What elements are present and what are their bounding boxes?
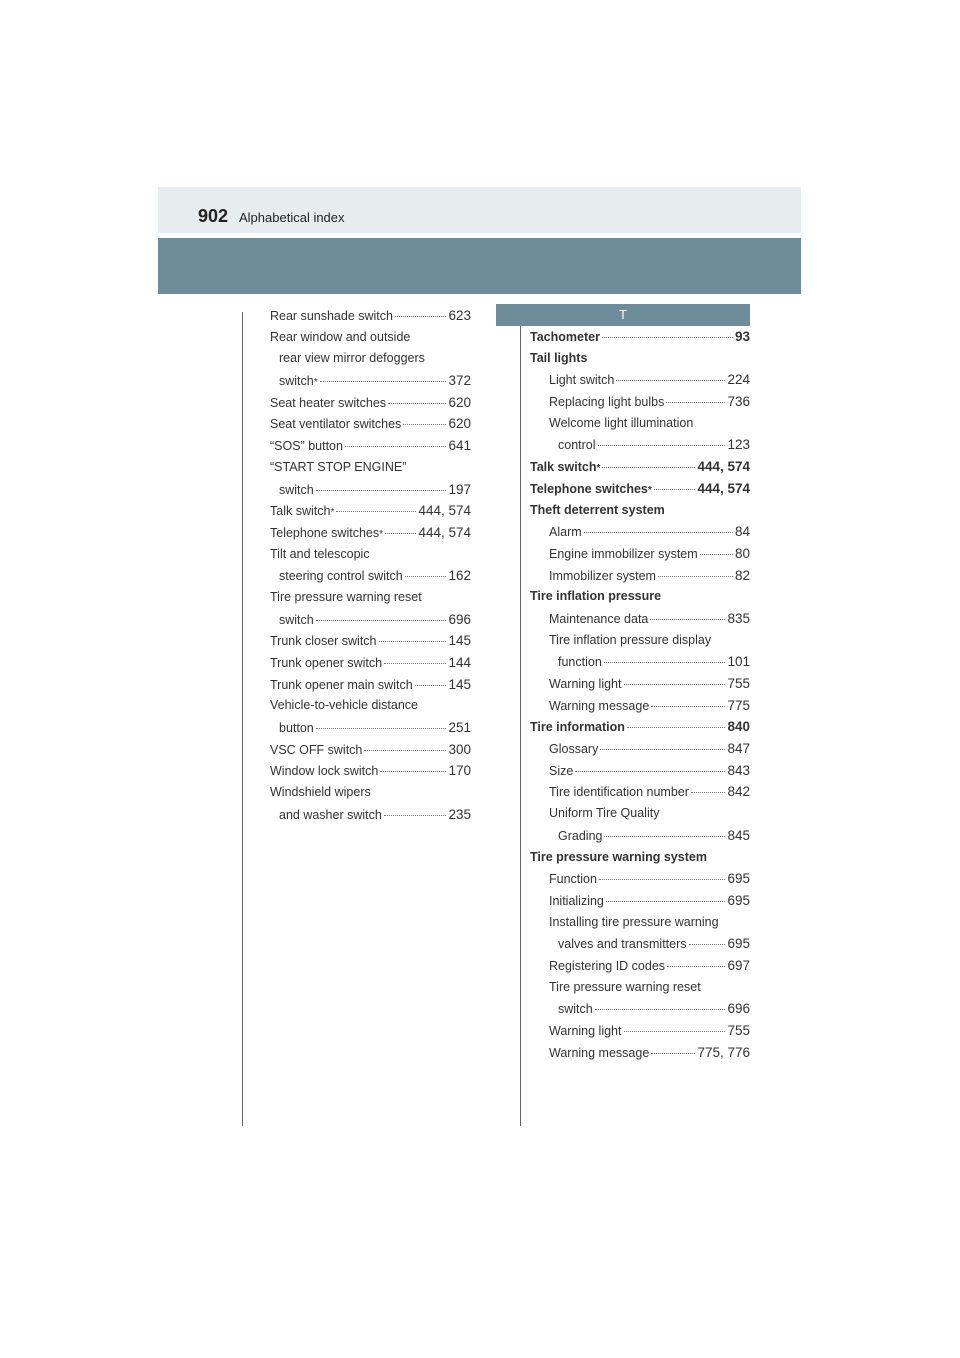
index-entry-text: function [558,655,602,670]
index-entry-text: and washer switch [279,807,382,822]
index-entry [270,392,471,414]
index-entry-text: Window lock switch [270,764,379,779]
index-entry [270,413,471,435]
index-entry [270,348,471,370]
index-entry [530,868,750,890]
page-reference: 696 [448,611,471,627]
index-entry-text: Immobilizer system [549,568,656,583]
index-entry [270,457,471,479]
index-entry [270,782,471,804]
index-entry [530,673,750,695]
dot-leader [666,401,725,403]
page-reference: 372 [448,373,471,389]
index-entry-text: Tire identification number [549,785,689,800]
index-entry [270,609,471,631]
page-reference: 696 [727,1001,750,1017]
dot-leader [651,705,725,707]
dot-leader [624,683,726,685]
index-entry-text: Rear window and outside [270,329,411,344]
page-reference: 843 [727,762,750,778]
index-entry [530,608,750,630]
index-entry-text: Warning light [549,677,622,691]
index-entry [530,326,750,348]
index-entry [270,587,471,609]
dot-leader [595,1008,726,1010]
index-entry [530,630,750,652]
index-entry [270,479,471,501]
dot-leader [658,575,733,577]
page-reference: 620 [448,416,471,432]
page-reference: 444, 574 [697,480,750,496]
index-entry: switch * 372 [270,370,471,392]
column-divider-left [242,312,243,1126]
index-entry [270,760,471,782]
index-entry-text: “START STOP ENGINE” [270,459,407,474]
page-reference: 224 [727,372,750,388]
index-entry [270,652,471,674]
index-entry-text: Warning message [549,698,650,713]
index-entry-text: Trunk closer switch [270,634,377,649]
dot-leader [598,444,726,446]
index-entry [530,413,750,435]
index-entry-text: Rear sunshade switch [270,309,393,323]
index-entry [270,739,471,761]
dot-leader [345,445,447,447]
page-reference: 847 [727,741,750,757]
index-entry-text: Warning light [549,1024,622,1038]
dot-leader [380,770,446,772]
index-entry-text: switch [558,1002,593,1017]
page-reference: 845 [727,827,750,843]
dot-leader [602,336,733,338]
index-entry-text: Glossary [549,742,599,757]
page-reference: 170 [448,763,471,779]
index-entry-text: Seat heater switches [270,395,387,410]
index-entry-text: “SOS” button [270,439,343,454]
index-entry-text: Telephone switches [270,525,380,540]
page-reference: 84 [734,524,750,540]
dot-leader [616,379,725,381]
index-entry [530,500,750,522]
page-reference: 623 [448,308,471,323]
index-entry [530,521,750,543]
dot-leader [415,684,447,686]
dot-leader [395,315,446,317]
page-reference: 736 [727,394,750,410]
index-entry [530,998,750,1020]
dot-leader [651,1052,695,1054]
dot-leader [384,662,446,664]
dot-leader [379,640,447,642]
page-reference: 300 [448,741,471,757]
dot-leader [654,488,696,490]
index-entry-text: Tire information [530,720,625,735]
index-entry-text: Tire pressure warning reset [270,589,422,604]
page-reference: 842 [727,784,750,800]
page-reference: 775, 776 [697,1044,750,1060]
dot-leader [691,791,726,793]
page-reference: 641 [448,438,471,454]
index-entry-text: Theft deterrent system [530,502,665,517]
index-entry [270,565,471,587]
index-entry-text: Welcome light illumination [549,415,694,430]
dot-leader [385,532,416,534]
page-reference: 80 [734,545,750,561]
index-entry-text: Function [549,872,597,887]
index-entry-text: Uniform Tire Quality [549,806,660,821]
page-reference: 144 [448,655,471,670]
index-entry-text: Grading [558,828,603,843]
dot-leader [405,575,447,577]
dot-leader [689,943,726,945]
index-entry-text: Size [549,763,574,778]
header-band [158,238,801,294]
index-entry-text: Initializing [549,893,604,908]
dot-leader [606,900,726,902]
dot-leader [336,510,416,512]
index-entry [530,391,750,413]
dot-leader [364,749,446,751]
index-entry [530,912,750,934]
page-reference: 697 [727,957,750,973]
index-entry-text: switch [279,374,314,389]
page-reference: 251 [448,720,471,736]
index-entry [530,651,750,673]
index-entry-text: Vehicle-to-vehicle distance [270,698,418,713]
index-entry-text: Tire inflation pressure display [549,632,712,647]
dot-leader [388,402,446,404]
index-entry [530,825,750,847]
index-entry [530,760,750,782]
index-entry [530,543,750,565]
dot-leader [667,965,725,967]
index-entry [270,327,471,349]
index-entry-text: Tire pressure warning system [530,849,707,864]
index-entry [530,369,750,391]
index-entry-text: Registering ID codes [549,958,666,973]
index-entry-text: Replacing light bulbs [549,395,665,410]
page-reference: 82 [734,567,750,583]
page-reference: 162 [448,568,471,584]
index-entry [530,933,750,955]
page-reference: 775 [727,697,750,713]
index-entry [530,977,750,999]
dot-leader [584,531,733,533]
index-entry [530,738,750,760]
page-reference: 444, 574 [418,524,471,540]
index-entry-text: Warning message [549,1045,650,1060]
page-reference: 145 [448,676,471,692]
dot-leader [627,726,726,728]
page-reference: 123 [727,437,750,453]
index-entry-text: Trunk opener main switch [270,677,413,692]
page-reference: 235 [448,806,471,822]
index-entry-text: Talk switch [530,460,597,475]
page-reference: 755 [727,676,750,691]
column-divider-middle [520,312,521,1126]
page-reference: 101 [727,654,750,670]
index-entry-text: switch [279,612,314,627]
index-entry-text: Windshield wipers [270,785,371,800]
index-entry-text: switch [279,482,314,497]
index-entry [530,716,750,738]
index-column-right [530,326,750,1063]
page-reference: 835 [727,610,750,626]
index-entry [530,348,750,370]
page-reference: 444, 574 [697,459,750,475]
page-reference: 695 [727,871,750,887]
section-letter-header: T [496,304,750,326]
index-entry-text: VSC OFF switch [270,742,363,757]
dot-leader [600,748,725,750]
index-entry [530,695,750,717]
page-title: Alphabetical index [239,210,345,225]
index-entry-text: Tire pressure warning reset [549,979,701,994]
dot-leader [599,878,726,880]
page-reference: 840 [727,719,750,735]
index-entry-text: Telephone switches [530,481,648,496]
index-entry [530,955,750,977]
page-reference: 695 [727,936,750,952]
index-entry-text: Installing tire pressure warning [549,914,719,929]
index-entry [530,565,750,587]
dot-leader [624,1030,726,1032]
page-header [158,187,801,233]
index-entry [530,1020,750,1042]
index-entry [530,890,750,912]
index-entry [270,544,471,566]
index-entry-text: Tail lights [530,350,588,365]
index-entry [530,803,750,825]
dot-leader [604,835,725,837]
index-entry [270,630,471,652]
dot-leader [575,770,725,772]
index-entry [270,804,471,826]
dot-leader [403,423,446,425]
dot-leader [602,466,695,468]
index-entry: Talk switch * 444, 574 [530,456,750,478]
index-entry-text: valves and transmitters [558,937,687,952]
dot-leader [384,814,447,816]
index-entry [270,695,471,717]
dot-leader [316,619,447,621]
page-reference: 145 [448,633,471,649]
index-entry-text: control [558,438,596,453]
index-entry: Talk switch * 444, 574 [270,500,471,522]
index-entry-text: Tire inflation pressure [530,589,662,604]
dot-leader [316,489,447,491]
index-entry [270,717,471,739]
index-entry [530,586,750,608]
index-entry [270,435,471,457]
index-entry-text: Tachometer [530,330,600,344]
index-entry-text: Engine immobilizer system [549,546,698,561]
index-entry: Telephone switches * 444, 574 [530,478,750,500]
index-entry-text: Tilt and telescopic [270,546,370,561]
index-entry [270,674,471,696]
page-reference: 93 [734,329,750,344]
dot-leader [700,553,733,555]
index-entry [270,305,471,327]
index-entry-text: Light switch [549,373,615,388]
page-reference: 620 [448,394,471,410]
index-entry-text: Seat ventilator switches [270,417,402,432]
index-entry-text: Alarm [549,525,582,540]
index-entry-text: rear view mirror defoggers [279,351,425,366]
dot-leader [650,618,725,620]
page-reference: 755 [727,1023,750,1038]
index-entry-text: Maintenance data [549,611,649,626]
index-entry-text: button [279,721,314,736]
index-entry [530,434,750,456]
index-entry-text: Trunk opener switch [270,656,383,670]
index-entry [530,847,750,869]
dot-leader [604,661,726,663]
page-number: 902 [198,206,229,226]
page-reference: 695 [727,892,750,908]
index-column-left [270,305,471,826]
index-entry: Telephone switches * 444, 574 [270,522,471,544]
index-entry [530,781,750,803]
dot-leader [320,380,447,382]
index-entry-text: Talk switch [270,504,331,519]
dot-leader [316,727,447,729]
page-reference: 444, 574 [418,503,471,519]
index-entry-text: steering control switch [279,569,403,584]
index-entry [530,1042,750,1064]
page-reference: 197 [448,481,471,497]
